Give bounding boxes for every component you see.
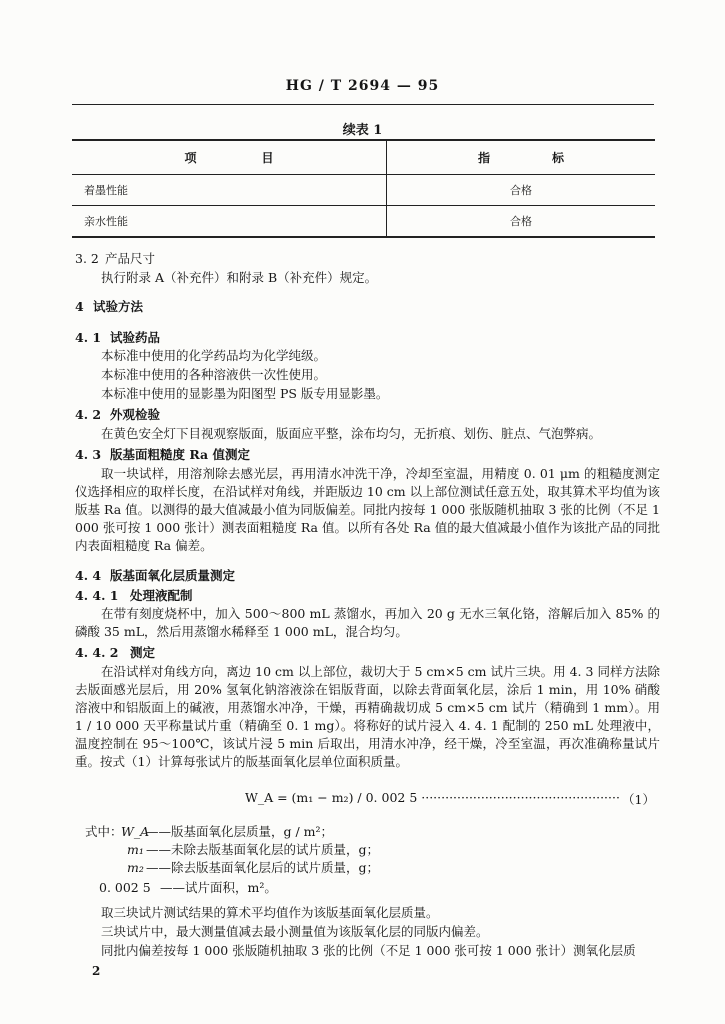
table-caption: 续表 1 <box>342 123 383 138</box>
section-number: 4. 4 <box>75 568 102 583</box>
table-row <box>72 206 655 238</box>
header-item-char: 目 <box>261 151 274 165</box>
section-title: 试验药品 <box>110 330 161 345</box>
header-index-char: 标 <box>551 151 564 165</box>
paragraph: 同批内偏差按每 1 000 张版随机抽取 3 张的比例（不足 1 000 张可按 1 000 张计）测氧化层质 <box>101 943 636 958</box>
variable-symbol: 0. 002 5 <box>99 880 151 895</box>
row-item: 亲水性能 <box>72 206 387 238</box>
paragraph: 本标准中使用的显影墨为阳图型 PS 版专用显影墨。 <box>101 386 389 401</box>
variable-symbol: m₂ <box>127 860 144 875</box>
equation-number: （1） <box>622 792 655 807</box>
section-number: 4. 4. 1 <box>75 588 119 603</box>
section-title: 外观检验 <box>110 407 161 422</box>
paragraph: 取一块试样，用溶剂除去感光层，再用清水冲洗干净，冷却至室温，用精度 0. 01 μm 的粗糙度测定仪选择相应的取样长度，在沿试样对角线，并距版边 10 cm 以上部位测试任意五处，取其算术平均值为该版基 Ra 值。以测得的最大值减最小值为同版偏差。同批内按每 1 000 张版随机抽取 3 张的比例（不足 1 000 张可按 1 000 张计）测表面粗糙度 Ra 值。以所有各处 Ra 值的最大值减最小值作为该批产品的同批内表面粗糙度 Ra 偏差。 <box>75 466 660 553</box>
header-item-char: 项 <box>184 151 197 165</box>
section-title: 处理液配制 <box>130 588 193 603</box>
paragraph: 在沿试样对角线方向，离边 10 cm 以上部位，裁切大于 5 cm×5 cm 试片三块。用 4. 3 同样方法除去版面感光层后，用 20% 氢氧化钠溶液涂在铝版背面，以除去背面氧化层，涂后 1 min，用 10% 硝酸溶液中和铝版面上的碱液，用蒸馏水冲净，干燥，再精确裁切成 5 cm×5 cm 试片（精确到 1 mm）。用 1 / 10 000 天平称量试片重（精确至 0. 1 mg）。将称好的试片浸入 4. 4. 1 配制的 250 mL 处理液中，温度控制在 95～100℃，该试片浸 5 min 后取出，用清水冲净，经干燥，冷至室温，再次准确称量试片重。按式（1）计算每张试片的版基面氧化层单位面积质量。 <box>75 664 660 769</box>
variable-description: ——版基面氧化层质量，g / m²； <box>146 824 334 839</box>
row-value: 合格 <box>387 206 656 238</box>
paragraph: 三块试片中，最大测量值减去最小测量值为该版氧化层的同版内偏差。 <box>101 924 489 939</box>
paragraph: 在黄色安全灯下目视观察版面，版面应平整，涂布均匀，无折痕、划伤、脏点、气泡弊病。 <box>101 426 602 441</box>
variable-description: ——试片面积，m²。 <box>160 880 277 895</box>
paragraph: 取三块试片测试结果的算术平均值作为该版基面氧化层质量。 <box>101 905 439 920</box>
spec-table <box>72 139 655 238</box>
section-number: 4. 4. 2 <box>75 645 119 660</box>
section-number: 4. 1 <box>75 330 102 345</box>
section-title: 版基面粗糙度 Ra 值测定 <box>110 447 250 462</box>
variable-description: ——除去版基面氧化层后的试片质量，g； <box>146 860 380 875</box>
section-number: 4 <box>75 299 84 314</box>
formula: W_A = (m₁ − m₂) / 0. 002 5 ·················································· <box>245 790 620 805</box>
header-item <box>72 140 387 175</box>
section-number: 4. 3 <box>75 447 102 462</box>
paragraph: 在带有刻度烧杯中，加入 500～800 mL 蒸馏水，再加入 20 g 无水三氧化铬，溶解后加入 85% 的磷酸 35 mL，然后用蒸馏水稀释至 1 000 mL，混合均匀。 <box>75 606 660 639</box>
paragraph: 本标准中使用的化学药品均为化学纯级。 <box>101 348 327 363</box>
header-rule <box>72 104 654 105</box>
standard-code-header: HG / T 2694 — 95 <box>285 78 440 94</box>
section-title: 测定 <box>130 645 156 660</box>
section-number: 3. 2 <box>75 251 99 266</box>
section-number: 4. 2 <box>75 407 102 422</box>
table-row <box>72 175 655 206</box>
variable-symbol: W_A <box>121 824 150 839</box>
where-label: 式中： <box>85 824 123 839</box>
paragraph: 执行附录 A（补充件）和附录 B（补充件）规定。 <box>101 270 378 285</box>
header-index <box>387 140 656 175</box>
row-value: 合格 <box>387 175 656 206</box>
variable-symbol: m₁ <box>127 842 144 857</box>
table-header-row <box>72 140 655 175</box>
variable-description: ——未除去版基面氧化层的试片质量，g； <box>146 842 380 857</box>
header-index-char: 指 <box>477 151 490 165</box>
section-title: 版基面氧化层质量测定 <box>110 568 236 583</box>
section-title: 试验方法 <box>93 299 144 314</box>
paragraph: 本标准中使用的各种溶液供一次性使用。 <box>101 367 327 382</box>
page-number: 2 <box>92 964 101 978</box>
row-item: 着墨性能 <box>72 175 387 206</box>
section-title: 产品尺寸 <box>105 251 156 266</box>
